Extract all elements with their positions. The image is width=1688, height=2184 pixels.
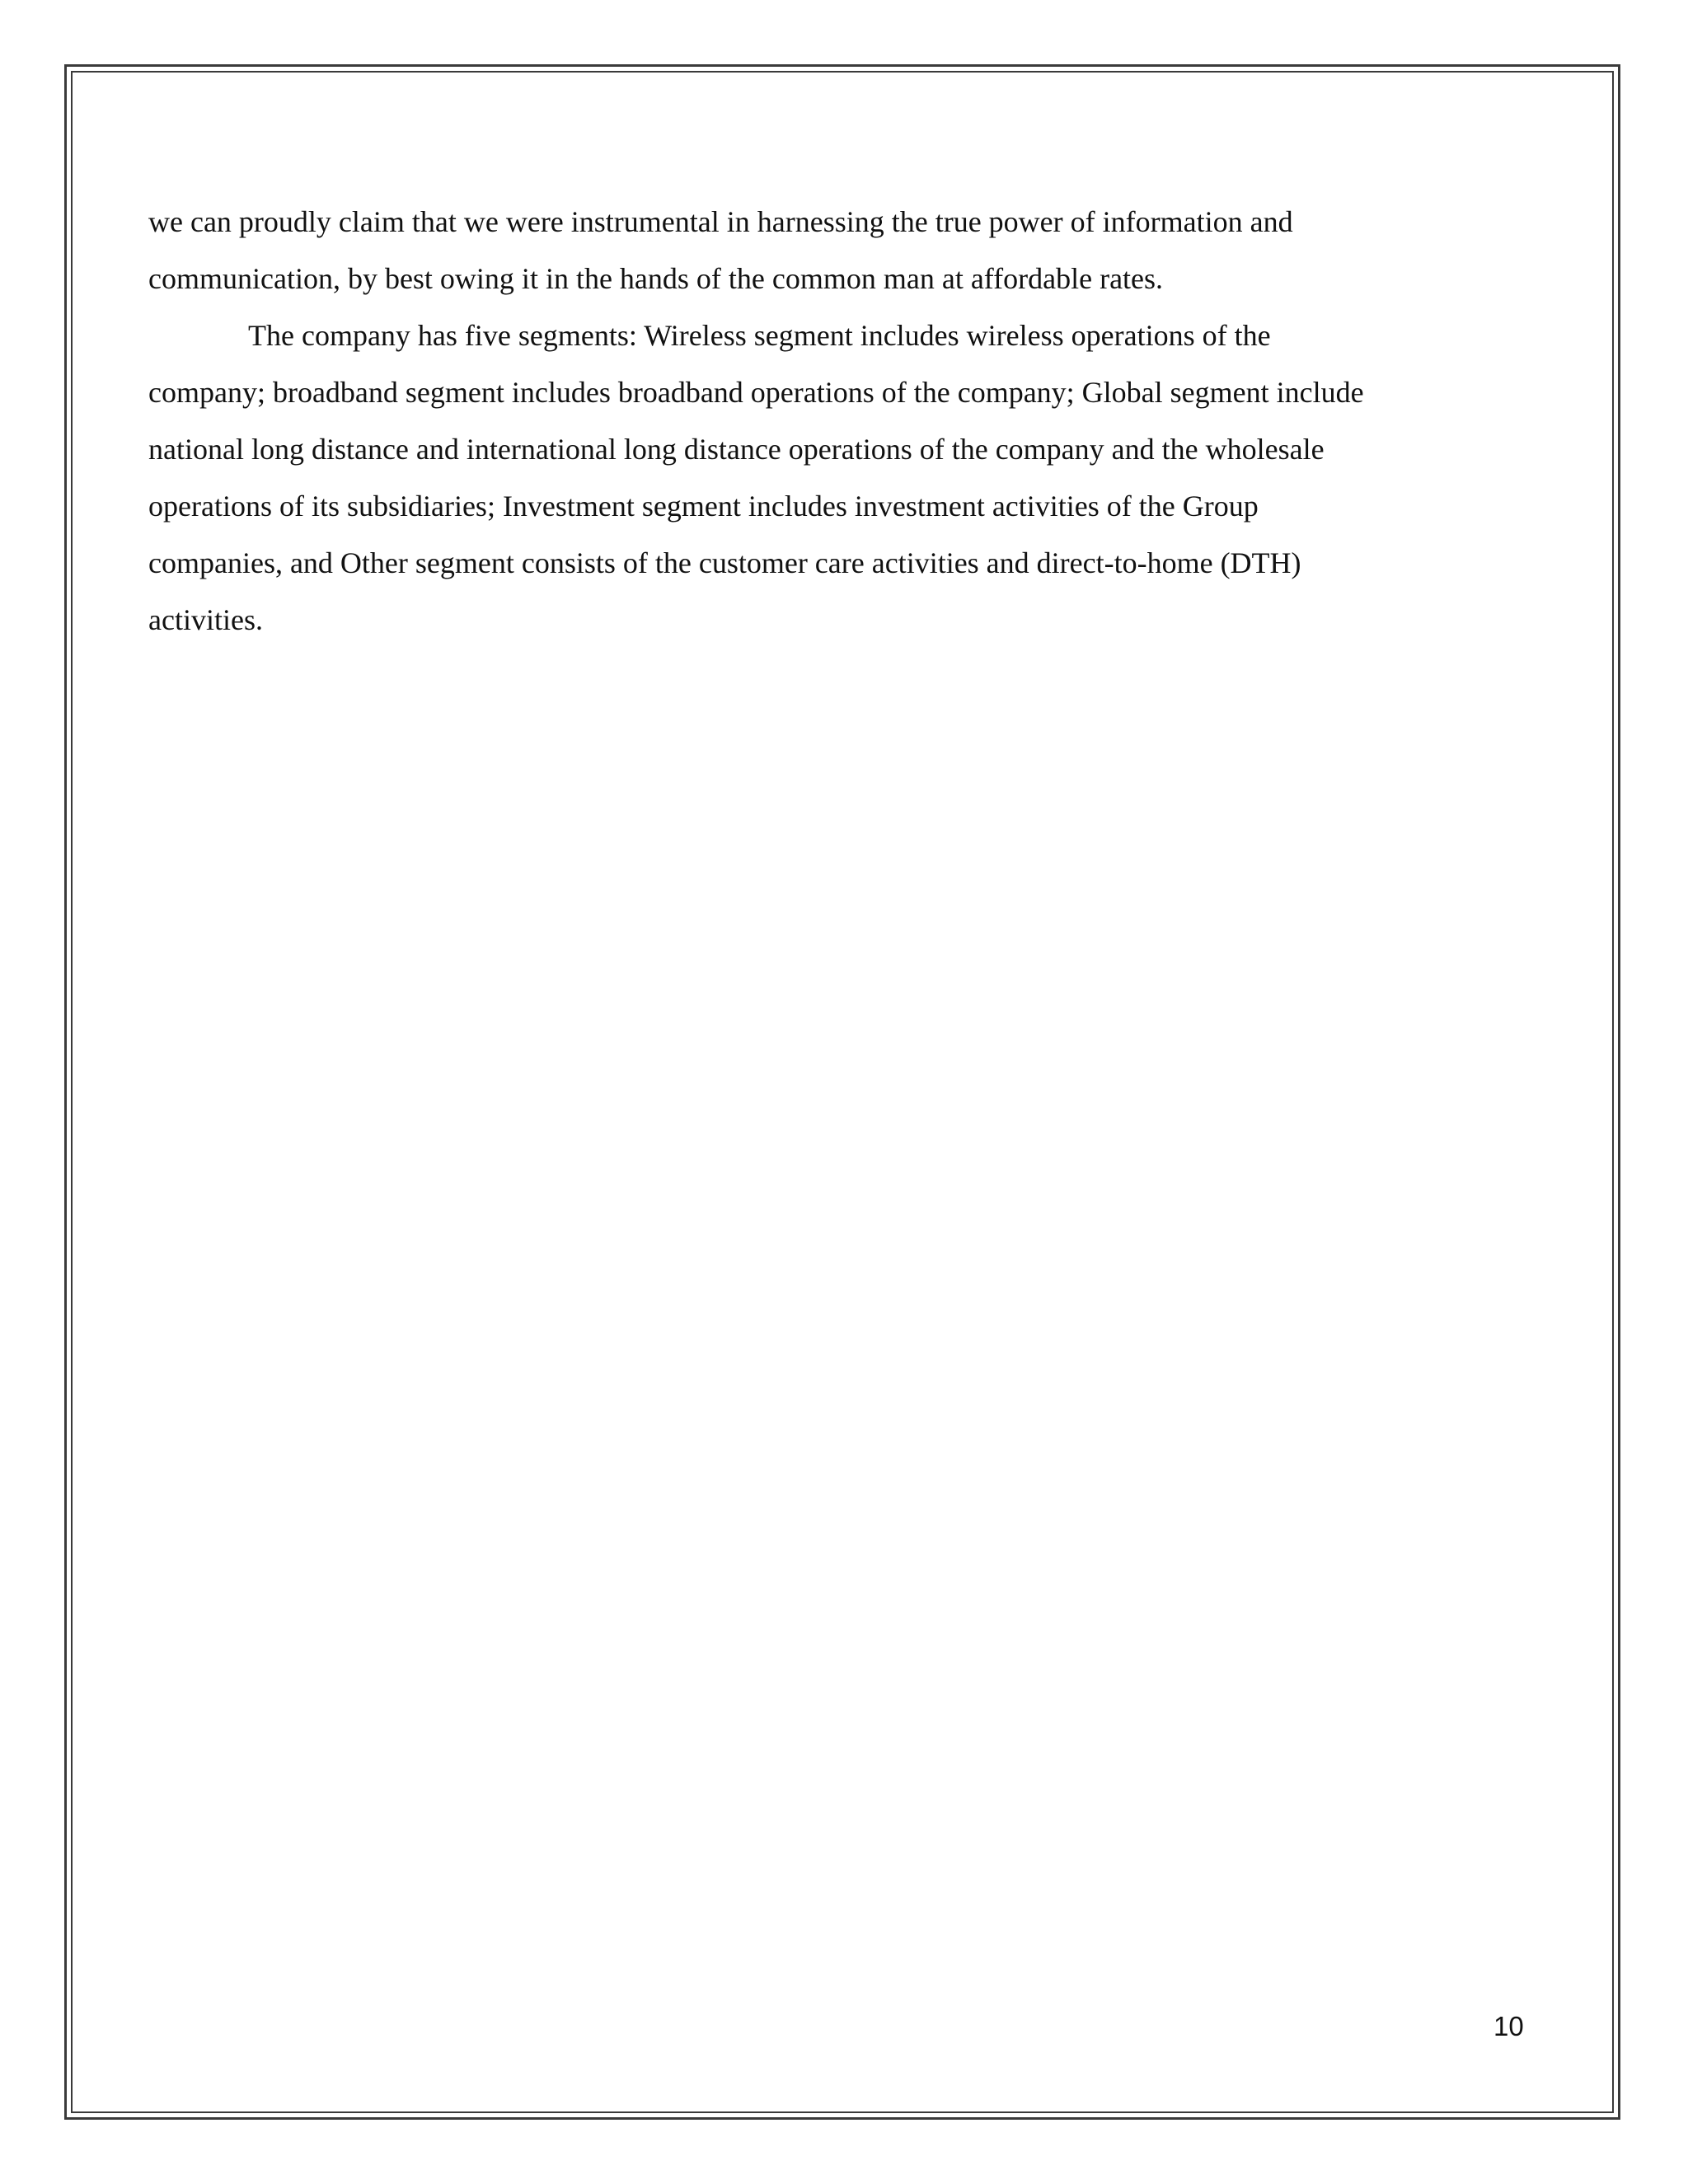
- page-number: 10: [1493, 2011, 1524, 2041]
- text-line-4: company; broadband segment includes broadband operations of the company; Global segment include: [148, 376, 1364, 409]
- text-line-5: national long distance and international long distance operations of the company and the wholesale: [148, 433, 1325, 466]
- text-line-1: we can proudly claim that we were instrumental in harnessing the true power of information and: [148, 205, 1293, 238]
- text-line-3: The company has five segments: Wireless segment includes wireless operations of the: [248, 319, 1271, 352]
- text-line-6: operations of its subsidiaries; Investment segment includes investment activities of the Group: [148, 490, 1259, 523]
- body-text: [148, 194, 1533, 649]
- text-line-2: communication, by best owing it in the hands of the common man at affordable rates.: [148, 262, 1164, 295]
- text-line-8: activities.: [148, 603, 263, 636]
- text-line-7: companies, and Other segment consists of the customer care activities and direct-to-home (DTH): [148, 546, 1301, 579]
